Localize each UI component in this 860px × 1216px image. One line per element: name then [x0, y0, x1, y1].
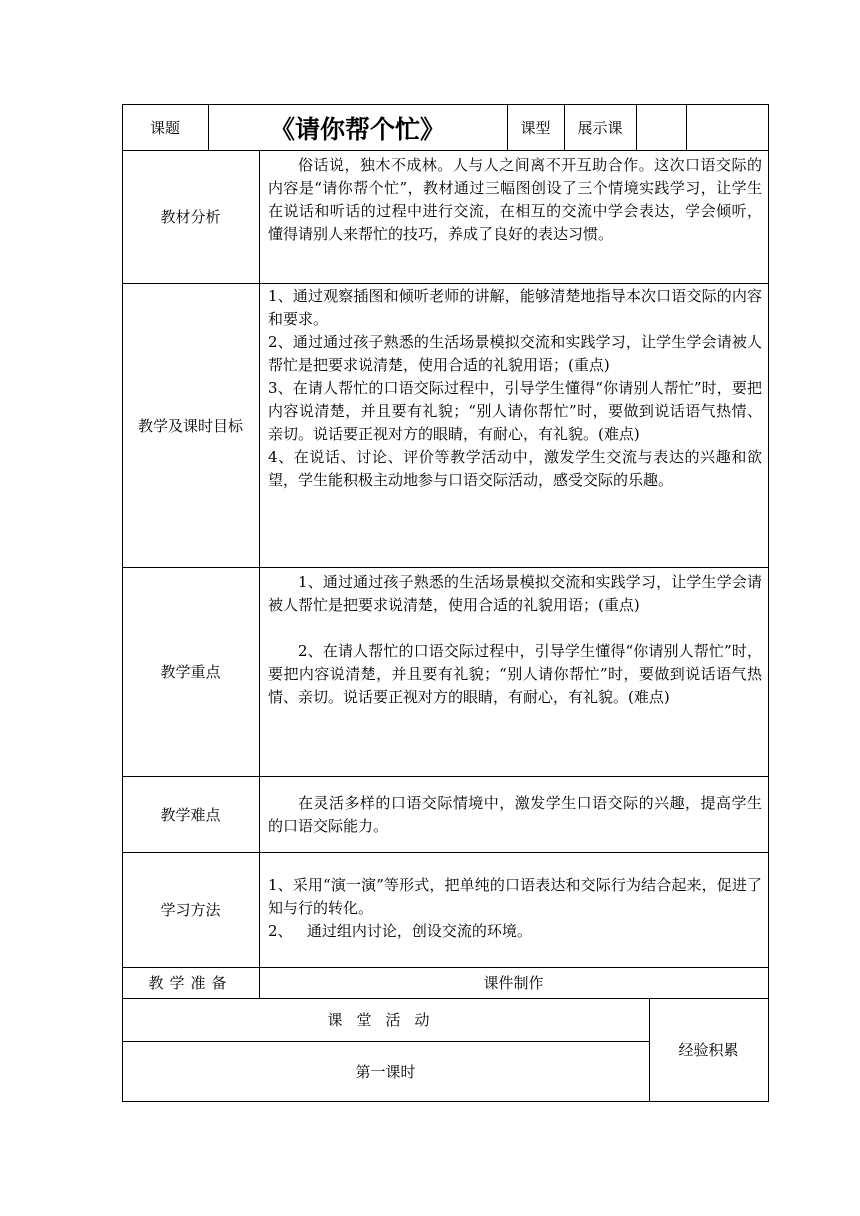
- rule-label-column: [259, 150, 260, 999]
- prep-label: 教学准备: [148, 974, 233, 992]
- experience-label: 经验积累: [678, 1041, 739, 1059]
- difficulty-text: [268, 792, 762, 838]
- key-point-item: 1、通过通过孩子熟悉的生活场景模拟交流和实践学习，让学生学会请被人帮忙是把要求说清楚，使用合适的礼貌用语；(重点): [268, 573, 762, 614]
- subject-label: 课题: [149, 119, 180, 137]
- lesson-type-value: 展示课: [577, 119, 623, 137]
- prep-value: 课件制作: [483, 974, 544, 992]
- method-label: 学习方法: [160, 901, 221, 919]
- rule-bottom: [122, 1101, 769, 1102]
- material-text: [268, 154, 762, 246]
- method-item: 1、采用“演一演”等形式，把单纯的口语表达和交际行为结合起来，促进了知与行的转化。: [268, 876, 762, 917]
- difficulty-paragraph: 在灵活多样的口语交际情境中，激发学生口语交际的兴趣，提高学生的口语交际能力。: [268, 794, 762, 835]
- method-text: [268, 874, 762, 943]
- difficulty-label: 教学难点: [160, 805, 221, 824]
- material-label: 教材分析: [160, 208, 221, 226]
- material-paragraph: 俗话说，独木不成林。人与人之间离不开互助合作。这次口语交际的内容是“请你帮个忙”，教材通过三幅图创设了三个情境实践学习，让学生在说话和听话的过程中进行交流，在相互的交流中学会表达，学会倾听，懂得请别人来帮忙的技巧，养成了良好的表达习惯。: [268, 156, 762, 243]
- goal-item: 3、在请人帮忙的口语交际过程中，引导学生懂得“你请别人帮忙”时，要把内容说清楚，并且要有礼貌；“别人请你帮忙”时，要做到说话语气热情、亲切。说话要正视对方的眼睛，有耐心，有礼貌。(难点): [268, 379, 762, 443]
- activity-label: 课堂活动: [327, 1011, 444, 1029]
- rule-header-e: [686, 104, 687, 151]
- key-points-text: [268, 571, 762, 709]
- goal-item: 1、通过观察插图和倾听老师的讲解，能够清楚地指导本次口语交际的内容和要求。: [268, 287, 762, 328]
- goal-item: 2、通过通过孩子熟悉的生活场景模拟交流和实践学习，让学生学会请被人帮忙是把要求说清楚，使用合适的礼貌用语；(重点): [268, 333, 762, 374]
- lesson-period: 第一课时: [355, 1062, 416, 1081]
- rule-right: [768, 104, 769, 1102]
- goal-item: 4、在说话、讨论、评价等教学活动中，激发学生交流与表达的兴趣和欲望，学生能积极主动地参与口语交际活动，感受交际的乐趣。: [268, 448, 762, 489]
- lesson-title: 《请你帮个忙》: [269, 114, 445, 144]
- method-item: 2、 通过组内讨论，创设交流的环境。: [268, 922, 532, 940]
- goals-label: 教学及课时目标: [137, 416, 243, 435]
- key-point-item: 2、在请人帮忙的口语交际过程中，引导学生懂得“你请别人帮忙”时，要把内容说清楚，并且要有礼貌；“别人请你帮忙”时，要做到说话语气热情、亲切。说话要正视对方的眼睛，有耐心，有礼貌。(难点): [268, 642, 762, 706]
- key-point-spacer: [268, 617, 762, 640]
- goals-text: [268, 285, 762, 492]
- lesson-type-label: 课型: [520, 119, 551, 137]
- rule-header-d: [636, 104, 637, 151]
- key-points-label: 教学重点: [160, 663, 221, 681]
